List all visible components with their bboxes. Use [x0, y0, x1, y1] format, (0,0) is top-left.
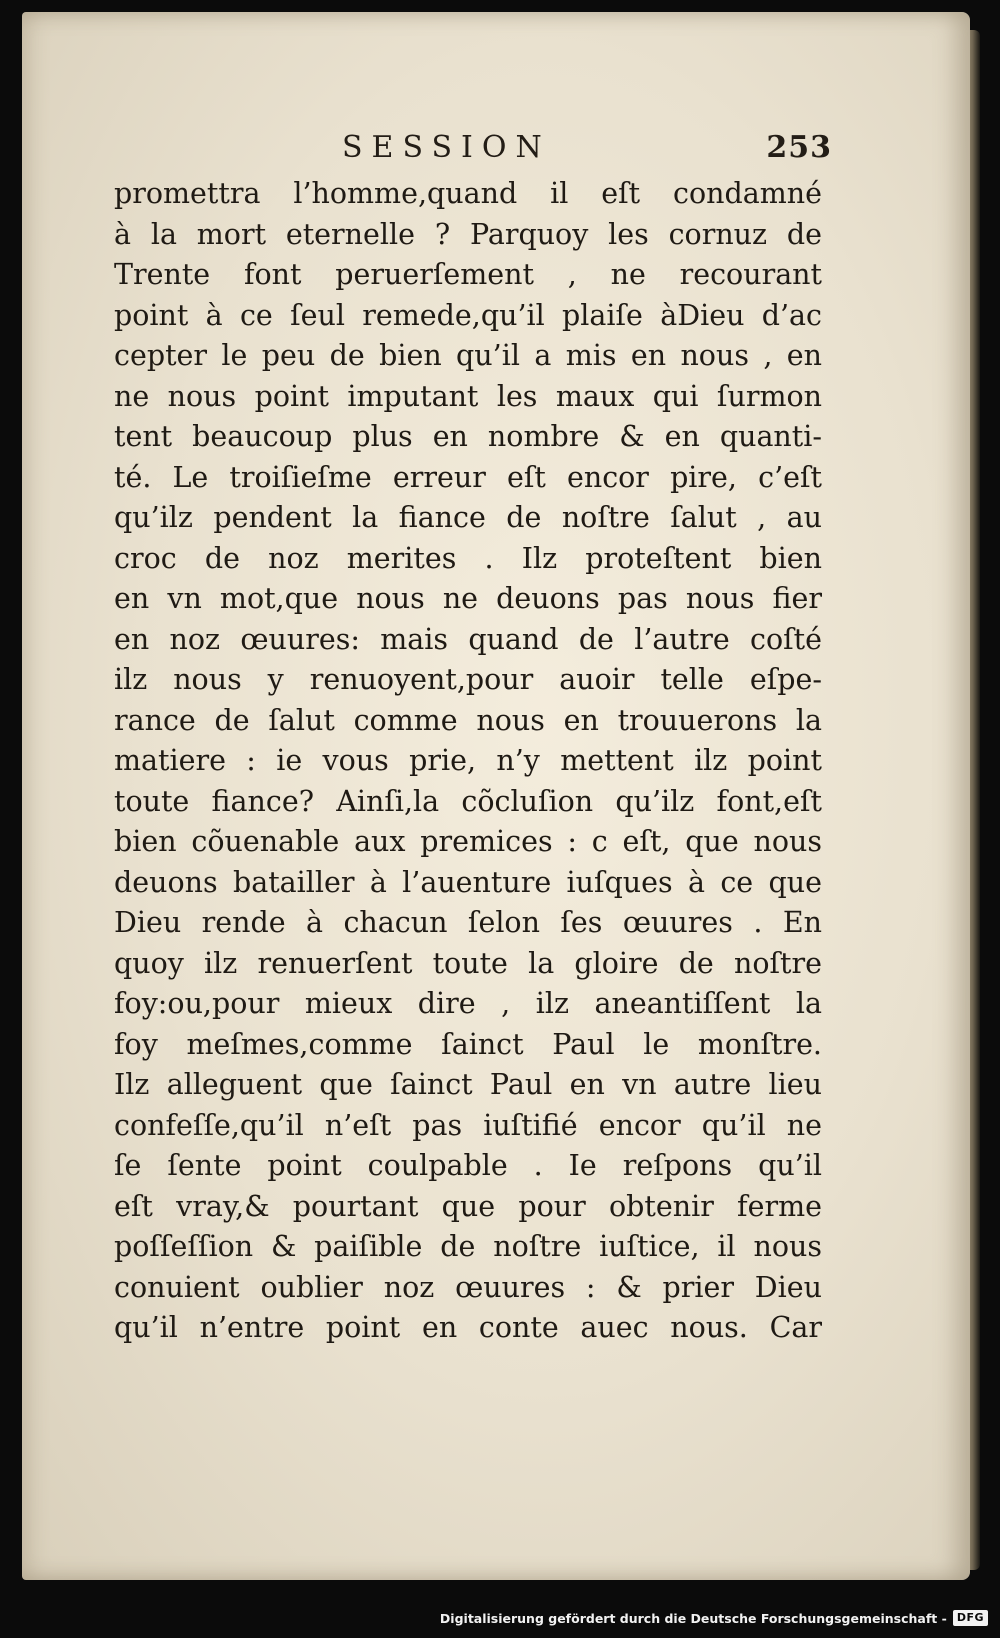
text-line: croc de noz merites . Ilz proteſtent bien: [114, 541, 822, 575]
text-line: Ilz alleguent que ſainct Paul en vn autre lieu: [114, 1068, 822, 1101]
text-line: toute fiance? Ainſi,la cõcluſion qu’ilz font,eſt: [114, 784, 822, 818]
dfg-logo: DFG: [953, 1610, 988, 1626]
text-line: té. Le troiſieſme erreur eſt encor pire, c’eſt: [114, 460, 822, 494]
text-line: en noz œuures: mais quand de l’autre coſté: [114, 622, 822, 656]
text-line: en vn mot,que nous ne deuons pas nous fier: [114, 582, 822, 615]
text-line: eſt vray,& pourtant que pour obtenir ferme: [114, 1189, 822, 1223]
text-line: promettra l’homme,quand il eſt condamné: [114, 177, 822, 210]
text-line: rance de ſalut comme nous en trouuerons la: [114, 703, 822, 737]
running-head: [112, 130, 832, 178]
text-line: à la mort eternelle ? Parquoy les cornuz de: [114, 217, 822, 251]
body-text: [114, 174, 822, 1349]
text-line: poſſeſſion & paiſible de noſtre iuſtice, il nous: [114, 1230, 822, 1263]
digitization-footer: [440, 1606, 988, 1630]
running-title: SESSION: [342, 130, 551, 165]
text-line: ne nous point imputant les maux qui ſurmon: [114, 379, 822, 413]
text-line: ilz nous y renuoyent,pour auoir telle eſpe-: [114, 663, 822, 696]
text-line: foy meſmes,comme ſainct Paul le monſtre.: [114, 1027, 822, 1061]
text-line: qu’ilz pendent la fiance de noſtre ſalut , au: [114, 501, 822, 534]
text-line: deuons batailler à l’auenture iuſques à ce que: [114, 865, 822, 899]
text-line: Dieu rende à chacun ſelon ſes œuures . En: [114, 906, 822, 939]
text-line: quoy ilz renuerſent toute la gloire de noſtre: [114, 946, 822, 980]
footer-credit: Digitalisierung gefördert durch die Deutsche Forschungsgemeinschaft -: [439, 1610, 947, 1626]
text-line: ſe ſente point coulpable . Ie reſpons qu’il: [114, 1149, 822, 1182]
book-page: [22, 12, 970, 1580]
page-number: 253: [766, 130, 832, 165]
text-line: foy:ou,pour mieux dire , ilz aneantiſſent la: [114, 987, 822, 1020]
text-line: qu’il n’entre point en conte auec nous. Car: [114, 1311, 822, 1344]
text-line: tent beaucoup plus en nombre & en quanti-: [114, 420, 822, 453]
text-line: cepter le peu de bien qu’il a mis en nous , en: [114, 339, 822, 372]
text-line: Trente font peruerſement , ne recourant: [114, 258, 822, 291]
text-line: confeſſe,qu’il n’eſt pas iuſtifié encor qu’il ne: [114, 1108, 822, 1142]
text-line: matiere : ie vous prie, n’y mettent ilz point: [114, 744, 822, 777]
text-line: bien cõuenable aux premices : c eſt, que nous: [114, 825, 822, 858]
text-line: point à ce ſeul remede,qu’il plaiſe àDieu d’ac: [114, 298, 822, 332]
text-line: conuient oublier noz œuures : & prier Dieu: [114, 1270, 822, 1304]
